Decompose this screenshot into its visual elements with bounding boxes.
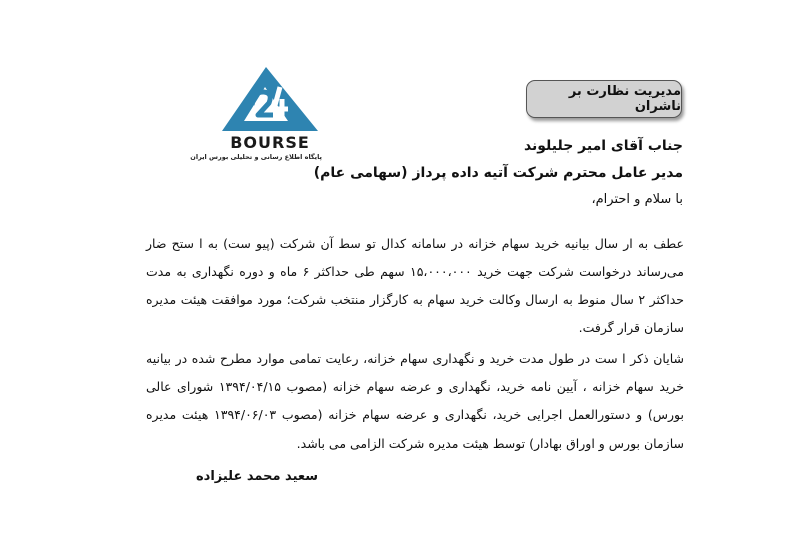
paragraph-line: خرید سهام خزانه ، آیین نامه خرید، نگهداری و عرضه سهام خزانه (مصوب ۱۳۹۴/۰۴/۱۵ شورای عالی — [146, 379, 684, 394]
paragraph-line: بورس) و دستورالعمل اجرایی خرید، نگهداری و عرضه سهام خزانه (مصوب ۱۳۹۴/۰۶/۰۳ هیئت مدیره — [146, 407, 684, 422]
logo-wordmark: BOURSE — [230, 133, 310, 152]
signature-name: سعید محمد علیزاده — [195, 469, 318, 484]
paragraph-line: سازمان بورس و اوراق بهادار) توسط هیئت مدیره شرکت الزامی می باشد. — [296, 436, 684, 451]
paragraph-line: حداکثر ۲ سال منوط به ارسال وکالت خرید سهام به کارگزار منتخب شرکت؛ مورد موافقت هیئت مدیره — [146, 292, 684, 307]
paragraph-line: شایان ذکر ا ست در طول مدت خرید و نگهداری سهام خزانه، رعایت تمامی موارد مطرح شده در بیانیه — [146, 351, 684, 366]
logo-tagline: پایگاه اطلاع رسانی و تحلیلی بورس ایران — [190, 153, 322, 161]
recipient-name: جناب آقای امیر جلیلوند — [523, 138, 683, 154]
department-label: مدیریت نظارت بر ناشران — [526, 80, 682, 118]
bourse-logo — [190, 65, 322, 175]
recipient-title: مدیر عامل محترم شرکت آتیه داده پرداز (سهامی عام) — [313, 165, 683, 181]
paragraph-line: سازمان قرار گرفت. — [578, 320, 684, 335]
paragraph-line: می‌رساند درخواست شرکت جهت خرید ۱۵،۰۰۰،۰۰۰ سهم طی حداکثر ۶ ماه و دوره نگهداری به مدت — [146, 264, 685, 279]
greeting: با سلام و احترام، — [591, 192, 683, 207]
bourse-emblem-icon — [218, 65, 322, 133]
paragraph-line: عطف به ار سال بیانیه خرید سهام خزانه در سامانه کدال تو سط آن شرکت (پیو ست) به ا ستح ضار — [146, 236, 684, 251]
